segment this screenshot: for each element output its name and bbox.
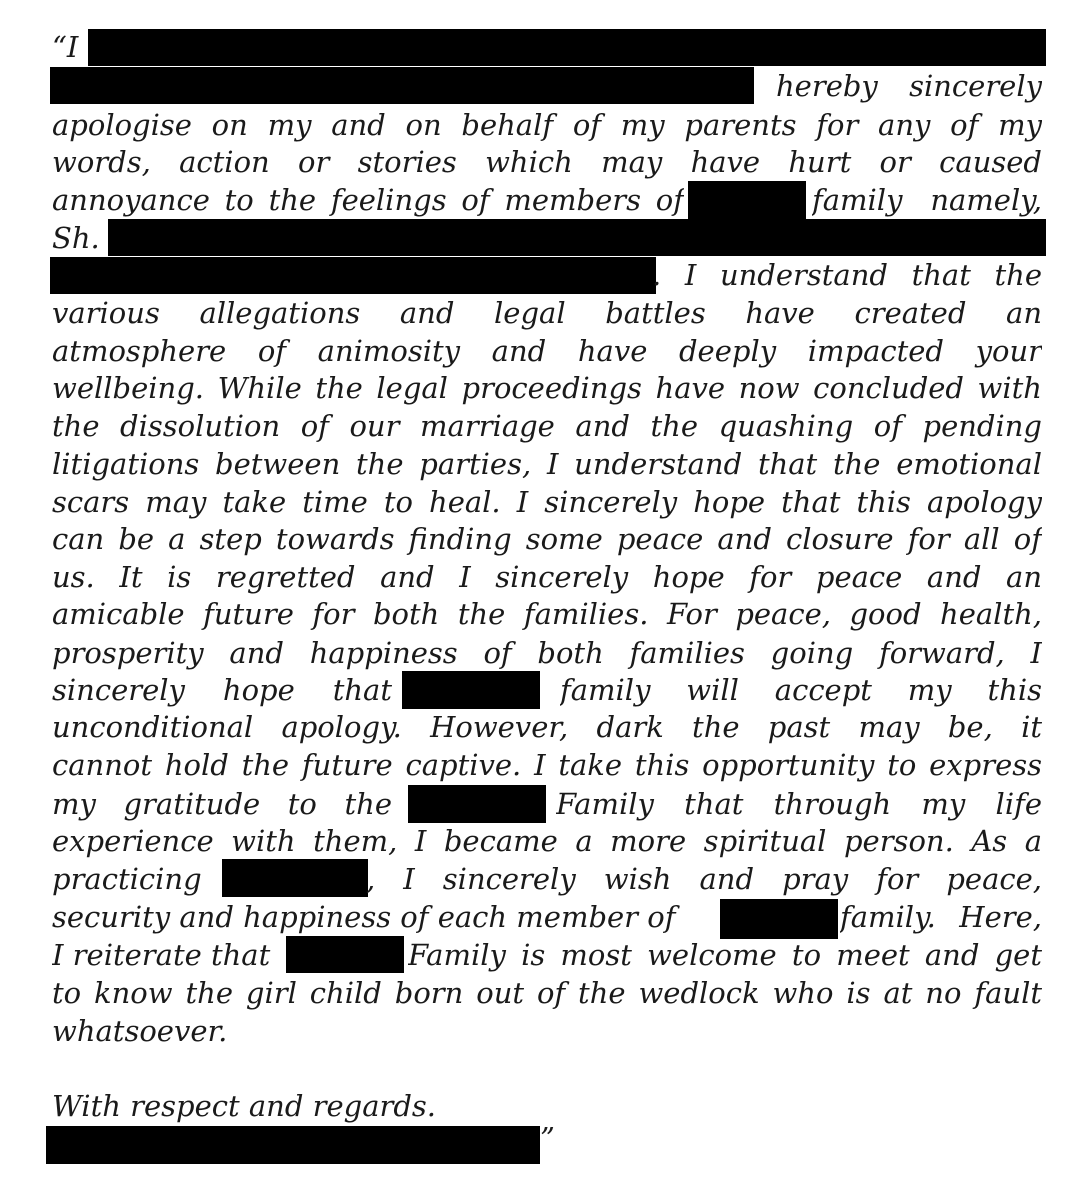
closing-salutation: With respect and regards.: [52, 1089, 437, 1123]
redaction-block: [720, 899, 838, 939]
text-line: I reiterate that: [52, 938, 271, 972]
redaction-block: [46, 1126, 540, 1164]
text-line: Family is most welcome to meet and get: [408, 938, 1042, 972]
text-line: Sh.: [52, 221, 100, 255]
opening-quote: “I: [52, 30, 79, 64]
text-line: scars may take time to heal. I sincerely hope that this apology: [52, 485, 1042, 519]
text-line: apologise on my and on behalf of my parents for any of my: [52, 108, 1042, 142]
text-line: whatsoever.: [52, 1014, 228, 1048]
text-line: litigations between the parties, I understand that the emotional: [52, 447, 1042, 481]
redaction-block: [408, 785, 546, 823]
closing-quote: ”: [540, 1121, 555, 1155]
text-line: annoyance to the feelings of members of: [52, 183, 684, 217]
text-line: various allegations and legal battles have created an: [52, 296, 1042, 330]
text-line: experience with them, I became a more spiritual person. As a: [52, 824, 1042, 858]
text-line: Family that through my life: [556, 787, 1042, 821]
redaction-block: [688, 181, 806, 219]
text-line: hereby sincerely: [776, 69, 1042, 103]
redaction-block: [108, 219, 1046, 256]
text-line: practicing: [52, 862, 202, 896]
text-line: , I sincerely wish and pray for peace,: [366, 862, 1042, 896]
text-line: . I understand that the: [652, 258, 1042, 292]
text-line: us. It is regretted and I sincerely hope for peace and an: [52, 560, 1042, 594]
text-line: the dissolution of our marriage and the quashing of pending: [52, 409, 1042, 443]
text-line: can be a step towards finding some peace and closure for all of: [52, 522, 1042, 556]
text-line: unconditional apology. However, dark the past may be, it: [52, 710, 1042, 744]
text-line: security and happiness of each member of: [52, 900, 676, 934]
text-line: cannot hold the future captive. I take this opportunity to express: [52, 748, 1042, 782]
redaction-block: [402, 671, 540, 709]
redaction-block: [88, 29, 1046, 66]
redaction-block: [222, 859, 368, 897]
text-line: amicable future for both the families. For peace, good health,: [52, 597, 1042, 631]
text-line: my gratitude to the: [52, 787, 392, 821]
redaction-block: [50, 67, 754, 104]
text-line: to know the girl child born out of the wedlock who is at no fault: [52, 976, 1042, 1010]
text-line: words, action or stories which may have hurt or caused: [52, 145, 1042, 179]
redaction-block: [50, 257, 656, 294]
text-line: atmosphere of animosity and have deeply impacted your: [52, 334, 1042, 368]
redaction-block: [286, 936, 404, 973]
text-line: family will accept my this: [560, 673, 1042, 707]
text-line: family namely,: [812, 183, 1042, 217]
text-line: wellbeing. While the legal proceedings have now concluded with: [52, 371, 1042, 405]
text-line: prosperity and happiness of both families going forward, I: [52, 636, 1042, 670]
text-line: family. Here,: [840, 900, 1042, 934]
text-line: sincerely hope that: [52, 673, 392, 707]
